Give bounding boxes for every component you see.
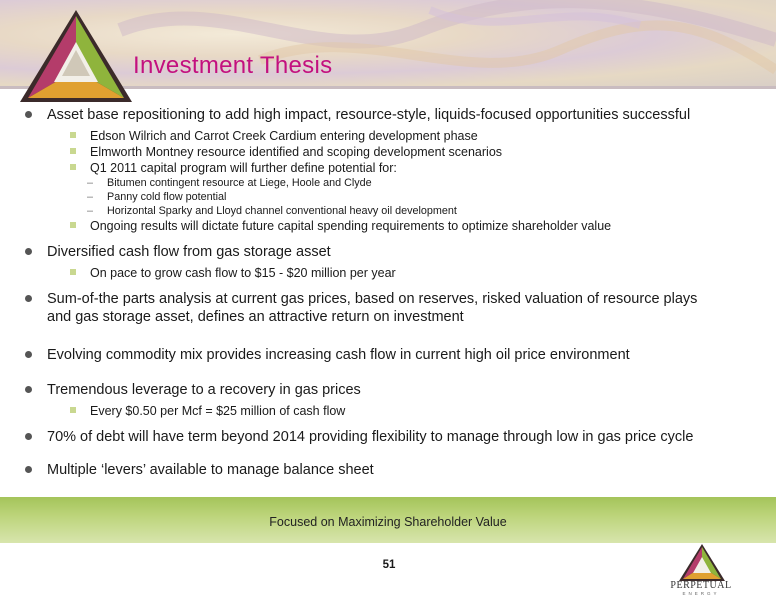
square-bullet-icon <box>70 164 76 170</box>
sub-sub-bullet-text: Horizontal Sparky and Lloyd channel conventional heavy oil development <box>107 205 457 217</box>
sub-sub-bullet-item <box>25 190 765 204</box>
bullet-item <box>25 428 765 446</box>
sub-bullet-text: Elmworth Montney resource identified and scoping development scenarios <box>90 145 503 159</box>
sub-bullet-item <box>25 218 765 234</box>
perpetual-small-logo-icon <box>673 543 731 583</box>
bullet-item <box>25 381 765 399</box>
square-bullet-icon <box>70 222 76 228</box>
bullet-text: Multiple ‘levers’ available to manage balance sheet <box>47 462 374 478</box>
sub-bullet-text: On pace to grow cash flow to $15 - $20 million per year <box>90 266 396 280</box>
sub-sub-bullet-text: Bitumen contingent resource at Liege, Hoole and Clyde <box>107 177 372 189</box>
bullet-dot-icon <box>25 351 32 358</box>
page-title: Investment Thesis <box>133 52 333 79</box>
square-bullet-icon <box>70 407 76 413</box>
square-bullet-icon <box>70 269 76 275</box>
bullet-dot-icon <box>25 295 32 302</box>
bullet-item <box>25 461 765 479</box>
brand-subtitle: ENERGY <box>682 591 720 596</box>
page-number: 51 <box>382 559 396 571</box>
sub-bullet-item <box>25 160 765 176</box>
bullet-text: Asset base repositioning to add high impact, resource-style, liquids-focused opportunities successful <box>47 107 691 123</box>
bullet-item <box>25 290 765 308</box>
sub-sub-bullet-text: Panny cold flow potential <box>107 191 227 203</box>
bullet-text: Tremendous leverage to a recovery in gas prices <box>47 382 361 398</box>
bullet-dot-icon <box>25 466 32 473</box>
sub-bullet-item <box>25 144 765 160</box>
footer-tagline: Focused on Maximizing Shareholder Value <box>269 515 507 529</box>
sub-sub-bullet-item <box>25 176 765 190</box>
dash-bullet-icon: – <box>87 191 94 203</box>
bullet-dot-icon <box>25 386 32 393</box>
dash-bullet-icon: – <box>87 177 94 189</box>
bullet-list <box>25 106 765 479</box>
bullet-item <box>25 106 765 124</box>
bullet-item <box>25 346 765 364</box>
sub-bullet-text: Edson Wilrich and Carrot Creek Cardium entering development phase <box>90 129 478 143</box>
square-bullet-icon <box>70 132 76 138</box>
bullet-text: Diversified cash flow from gas storage asset <box>47 244 331 260</box>
bullet-text: Evolving commodity mix provides increasing cash flow in current high oil price environment <box>47 347 630 363</box>
bullet-item <box>25 243 765 261</box>
bullet-item-continuation <box>25 308 765 326</box>
sub-bullet-item <box>25 128 765 144</box>
dash-bullet-icon: – <box>87 205 94 217</box>
bullet-dot-icon <box>25 248 32 255</box>
square-bullet-icon <box>70 148 76 154</box>
bullet-text-line: Sum-of-the parts analysis at current gas prices, based on reserves, risked valuation of resource plays <box>47 291 698 307</box>
sub-sub-bullet-item <box>25 204 765 218</box>
sub-bullet-text: Ongoing results will dictate future capital spending requirements to optimize shareholder value <box>90 219 612 233</box>
sub-bullet-item <box>25 403 765 419</box>
bullet-text: 70% of debt will have term beyond 2014 providing flexibility to manage through low in gas price cycle <box>47 429 694 445</box>
sub-bullet-text: Q1 2011 capital program will further define potential for: <box>90 161 397 175</box>
sub-bullet-text: Every $0.50 per Mcf = $25 million of cash flow <box>90 404 346 418</box>
perpetual-logo-icon <box>20 10 132 106</box>
bullet-dot-icon <box>25 111 32 118</box>
bullet-dot-icon <box>25 433 32 440</box>
brand-name: PERPETUAL <box>670 580 732 591</box>
sub-bullet-item <box>25 265 765 281</box>
bullet-text-line: and gas storage asset, defines an attractive return on investment <box>47 309 464 325</box>
